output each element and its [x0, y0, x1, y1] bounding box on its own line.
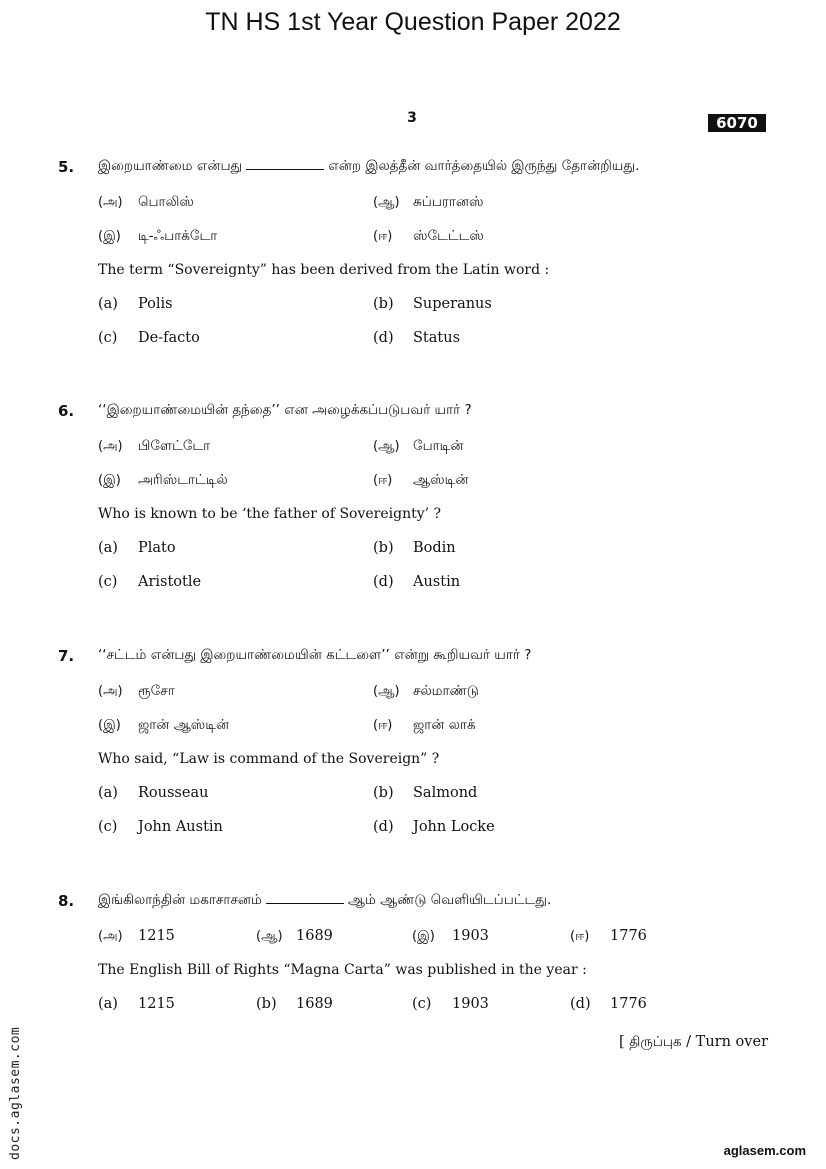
- tamil-option-b: (ஆ) 1689: [256, 928, 333, 944]
- english-option-d: (d) John Locke: [373, 819, 495, 835]
- question-tamil-part: என்ற இலத்தீன் வார்த்தையில் இருந்து தோன்றியது.: [328, 158, 640, 174]
- english-option-b: (b) Superanus: [373, 296, 492, 312]
- english-option-b: (b) Salmond: [373, 785, 478, 801]
- side-watermark: docs.aglasem.com: [8, 1026, 23, 1160]
- english-option-c: (c) John Austin: [98, 819, 223, 835]
- english-option-a: (a) Polis: [98, 296, 173, 312]
- question-tamil: [98, 892, 551, 910]
- question-tamil: ‘‘இறையாண்மையின் தந்தை’’ என அழைக்கப்படுபவர் யார் ?: [98, 402, 472, 418]
- paper-code-badge: 6070: [708, 114, 766, 132]
- english-option-d: (d) Austin: [373, 574, 461, 590]
- english-option-d: (d) Status: [373, 330, 461, 346]
- english-option-c: (c) De-facto: [98, 330, 200, 346]
- question-english: The term “Sovereignty” has been derived from the Latin word :: [98, 262, 550, 278]
- tamil-option-a: (அ) பொலிஸ்: [98, 194, 194, 210]
- question-tamil: [98, 158, 639, 176]
- question-english: Who said, “Law is command of the Sovereign” ?: [98, 751, 440, 767]
- english-option-b: (b) 1689: [256, 996, 333, 1012]
- turn-over-tamil: திருப்புக: [629, 1034, 682, 1050]
- turn-over-bracket: [: [618, 1034, 625, 1050]
- tamil-option-d: (ஈ) ஜான் லாக்: [373, 717, 476, 733]
- question-number: 6.: [58, 402, 75, 420]
- page-number: 3: [407, 110, 417, 126]
- english-option-c: (c) 1903: [412, 996, 489, 1012]
- tamil-option-a: (அ) பிளேட்டோ: [98, 438, 211, 454]
- tamil-option-d: (ஈ) 1776: [570, 928, 647, 944]
- turn-over-note: [619, 1034, 768, 1052]
- tamil-option-b: (ஆ) போடின்: [373, 438, 464, 454]
- question-tamil-part: இங்கிலாந்தின் மகாசாசனம்: [98, 892, 262, 908]
- tamil-option-d: (ஈ) ஸ்டேட்டஸ்: [373, 228, 484, 244]
- tamil-option-b: (ஆ) சல்மாண்டு: [373, 683, 479, 699]
- question-english: Who is known to be ‘the father of Sovereignty’ ?: [98, 506, 442, 522]
- answer-blank: [246, 158, 324, 170]
- question-tamil-part: இறையாண்மை என்பது: [98, 158, 243, 174]
- tamil-option-c: (இ) 1903: [412, 928, 489, 944]
- tamil-option-c: (இ) ஜான் ஆஸ்டின்: [98, 717, 230, 733]
- tamil-option-c: (இ) அரிஸ்டாட்டில்: [98, 472, 228, 488]
- tamil-option-b: (ஆ) சுப்பரானஸ்: [373, 194, 484, 210]
- turn-over-english: Turn over: [695, 1034, 768, 1050]
- english-option-a: (a) Rousseau: [98, 785, 209, 801]
- english-option-d: (d) 1776: [570, 996, 647, 1012]
- question-tamil-part: ஆம் ஆண்டு வெளியிடப்பட்டது.: [347, 892, 552, 908]
- tamil-option-d: (ஈ) ஆஸ்டின்: [373, 472, 469, 488]
- english-option-c: (c) Aristotle: [98, 574, 202, 590]
- tamil-option-a: (அ) 1215: [98, 928, 175, 944]
- english-option-a: (a) 1215: [98, 996, 175, 1012]
- question-number: 8.: [58, 892, 75, 910]
- tamil-option-a: (அ) ரூசோ: [98, 683, 175, 699]
- question-english: The English Bill of Rights “Magna Carta” was published in the year :: [98, 962, 587, 978]
- question-number: 7.: [58, 647, 75, 665]
- turn-over-separator: /: [686, 1034, 692, 1050]
- question-tamil: ‘‘சட்டம் என்பது இறையாண்மையின் கட்டளை’’ என்று கூறியவர் யார் ?: [98, 647, 532, 663]
- english-option-b: (b) Bodin: [373, 540, 456, 556]
- english-option-a: (a) Plato: [98, 540, 176, 556]
- footer-site: aglasem.com: [723, 1143, 806, 1158]
- question-number: 5.: [58, 158, 75, 176]
- page-banner: TN HS 1st Year Question Paper 2022: [205, 8, 621, 36]
- tamil-option-c: (இ) டி-ஃபாக்டோ: [98, 228, 218, 244]
- answer-blank: [266, 892, 344, 904]
